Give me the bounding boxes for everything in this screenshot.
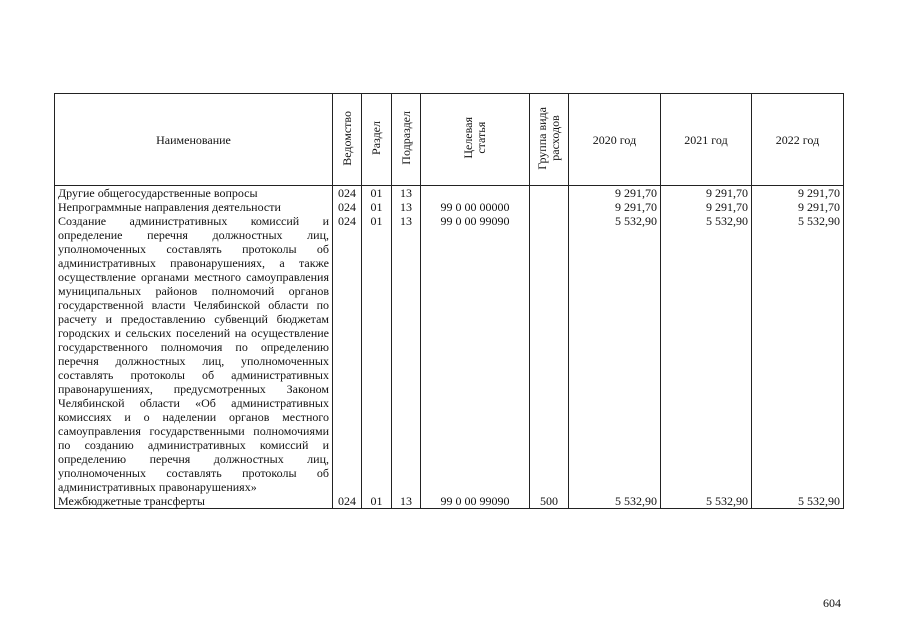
row-subsection: 13 [392, 200, 421, 214]
table-row [55, 186, 844, 201]
row-subsection: 13 [392, 494, 421, 509]
table-row [55, 214, 844, 494]
row-target: 99 0 00 00000 [421, 200, 530, 214]
header-year-2022: 2022 год [752, 94, 844, 186]
row-subsection: 13 [392, 214, 421, 494]
row-group [530, 200, 569, 214]
header-row [55, 94, 844, 186]
row-target [421, 186, 530, 201]
row-value-2020: 5 532,90 [569, 494, 661, 509]
budget-table [54, 93, 844, 509]
row-group: 500 [530, 494, 569, 509]
row-value-2021: 5 532,90 [661, 214, 752, 494]
header-subsection: Подраздел [392, 94, 421, 186]
row-name: Непрограммные направления деятельности [55, 200, 333, 214]
row-group [530, 214, 569, 494]
row-value-2020: 9 291,70 [569, 200, 661, 214]
row-section: 01 [362, 200, 392, 214]
row-target: 99 0 00 99090 [421, 494, 530, 509]
row-value-2022: 5 532,90 [752, 214, 844, 494]
header-target-article: Целевая статья [421, 94, 530, 186]
row-value-2020: 5 532,90 [569, 214, 661, 494]
row-value-2022: 5 532,90 [752, 494, 844, 509]
table-row [55, 200, 844, 214]
row-value-2021: 9 291,70 [661, 186, 752, 201]
row-section: 01 [362, 214, 392, 494]
row-department: 024 [333, 186, 362, 201]
row-group [530, 186, 569, 201]
row-section: 01 [362, 186, 392, 201]
row-target: 99 0 00 99090 [421, 214, 530, 494]
page-number: 604 [823, 596, 841, 610]
header-department: Ведомство [333, 94, 362, 186]
row-department: 024 [333, 214, 362, 494]
row-value-2021: 5 532,90 [661, 494, 752, 509]
row-name: Создание административных комиссий и определение перечня должностных лиц, уполномоченных составлять протоколы об административных правонарушениях, а также осуществление органами местного самоуправления муниципальных районов полномочий органов государственной власти Челябинской области по расчету и предоставлению субвенций бюджетам городских и сельских поселений на осуществление государственного полномочия по определению перечня должностных лиц, уполномоченных составлять протоколы об административных правонарушениях, предусмотренных Законом Челябинской области «Об административных комиссиях и о наделении органов местного самоуправления государственными полномочиями по созданию административных комиссий и определению перечня должностных лиц, уполномоченных составлять протоколы об административных правонарушениях» [55, 214, 333, 494]
header-name: Наименование [55, 94, 333, 186]
header-year-2021: 2021 год [661, 94, 752, 186]
table-row [55, 494, 844, 509]
row-value-2020: 9 291,70 [569, 186, 661, 201]
row-value-2021: 9 291,70 [661, 200, 752, 214]
row-name: Другие общегосударственные вопросы [55, 186, 333, 201]
row-department: 024 [333, 200, 362, 214]
row-department: 024 [333, 494, 362, 509]
row-name: Межбюджетные трансферты [55, 494, 333, 509]
header-year-2020: 2020 год [569, 94, 661, 186]
row-section: 01 [362, 494, 392, 509]
row-value-2022: 9 291,70 [752, 200, 844, 214]
row-value-2022: 9 291,70 [752, 186, 844, 201]
header-section: Раздел [362, 94, 392, 186]
header-expense-group: Группа вида расходов [530, 94, 569, 186]
row-subsection: 13 [392, 186, 421, 201]
